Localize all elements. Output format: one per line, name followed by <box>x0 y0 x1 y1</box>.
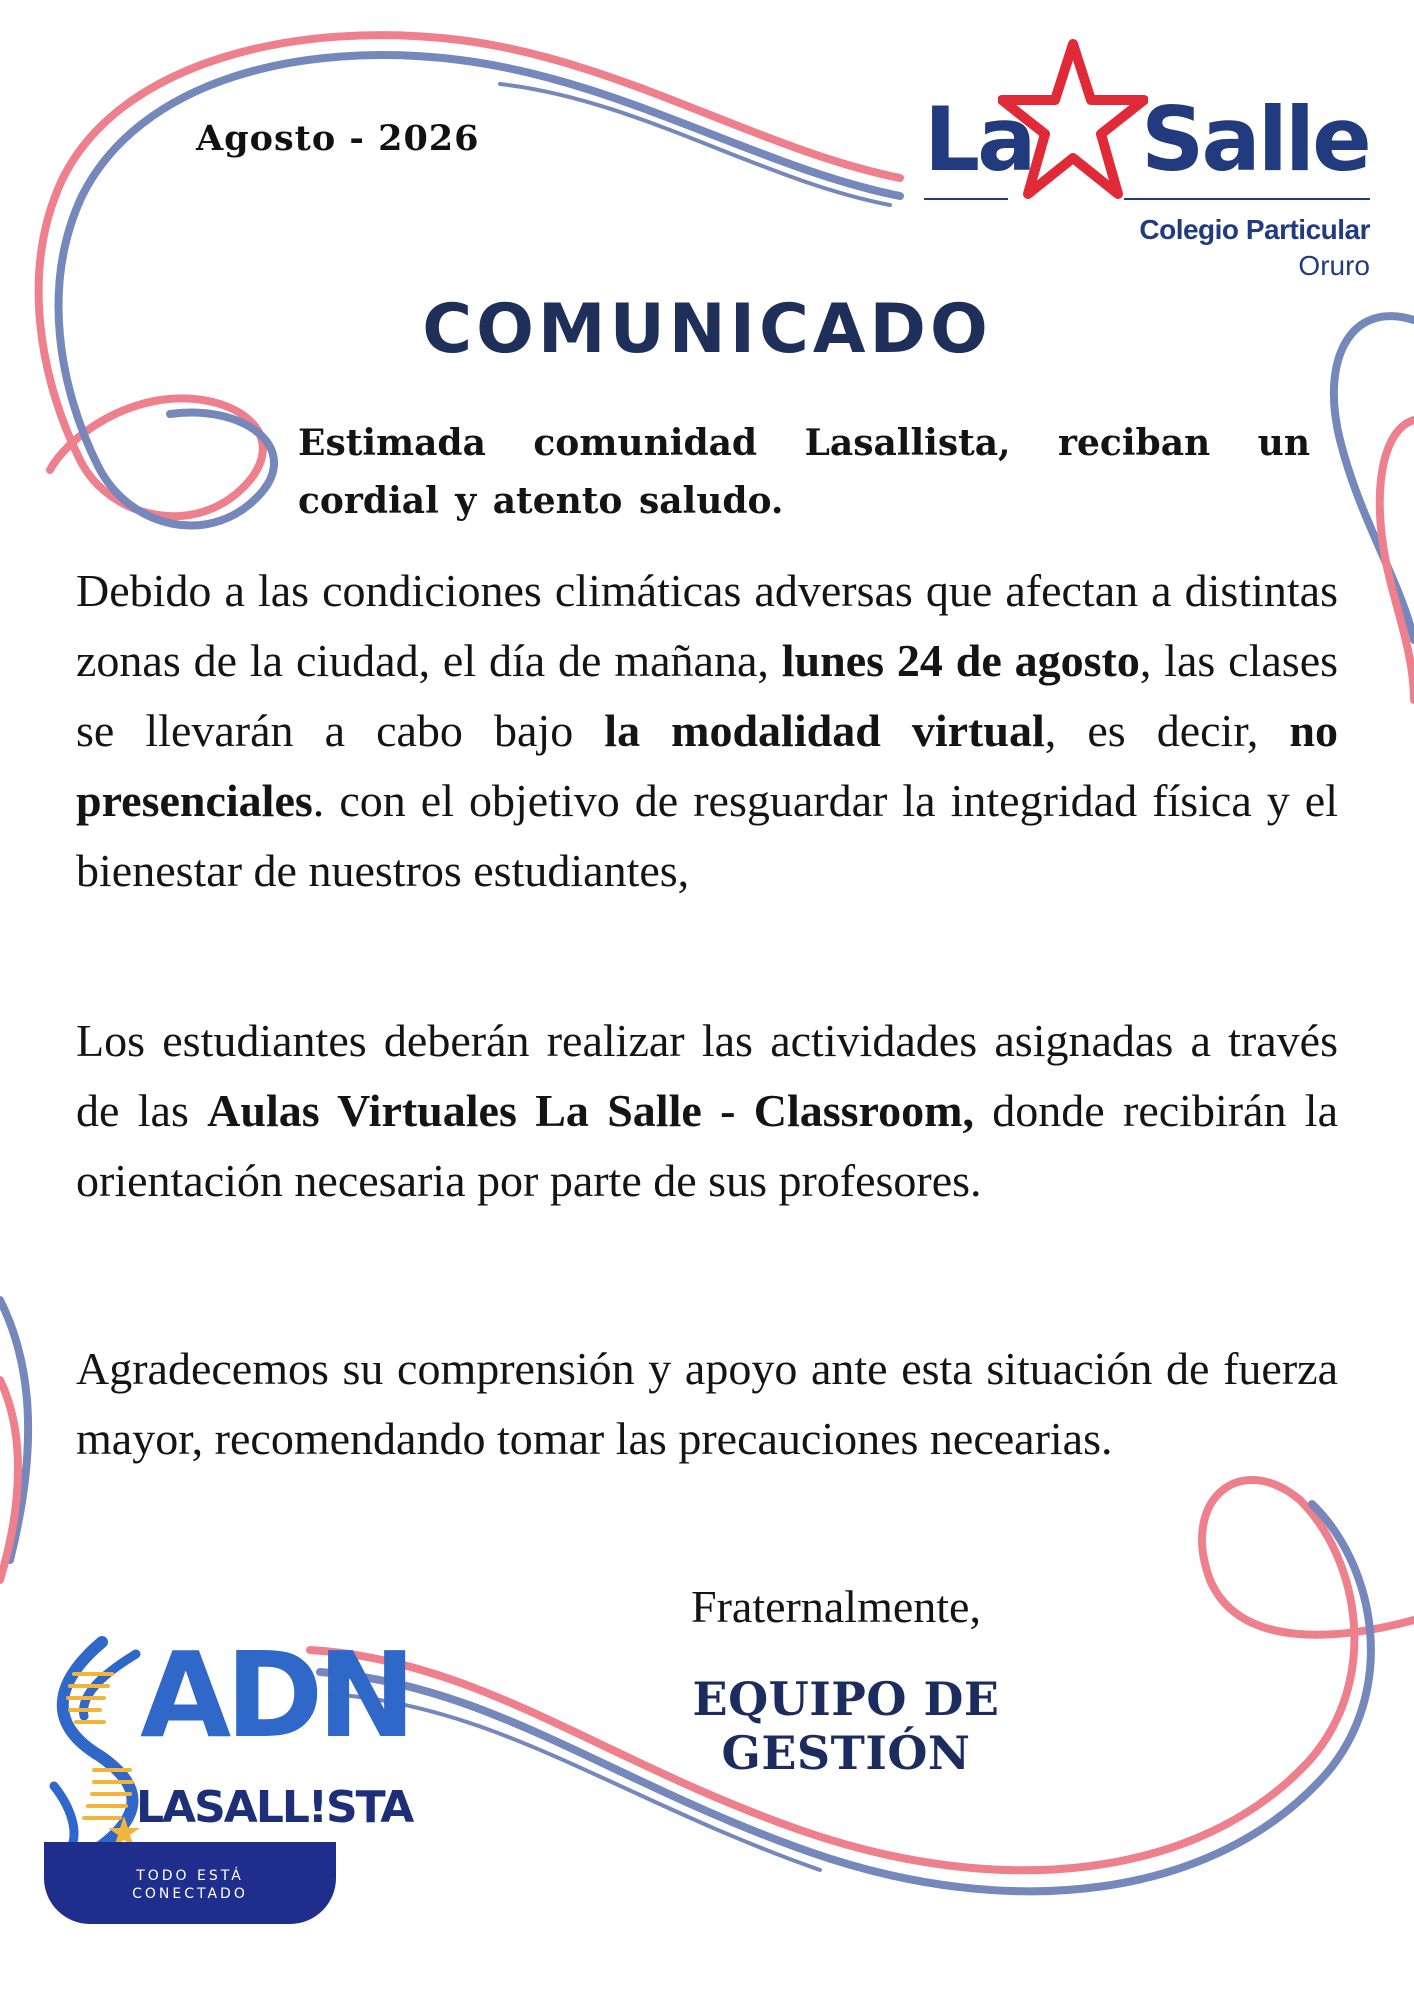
badge-title: ADN <box>140 1626 411 1764</box>
paragraph-1-not-in-person: no presenciales <box>76 705 1338 826</box>
logo-name-right: Salle <box>1141 88 1369 191</box>
paragraph-1-text-2: , las clases se llevarán a cabo bajo <box>76 635 1339 756</box>
greeting: Estimada comunidad Lasallista, reciban un cordial y atento saludo. <box>298 422 1310 522</box>
badge-tagline-1: TODO ESTÁ <box>136 1868 244 1884</box>
badge-subtitle: LASALL!STA <box>136 1782 413 1833</box>
dna-icon <box>40 1636 150 1856</box>
badge-tagline-2: CONECTADO <box>132 1886 248 1902</box>
signature: EQUIPO DE GESTIÓN <box>692 1672 1000 1780</box>
logo-subtitle: Colegio Particular <box>1139 214 1370 245</box>
paragraph-1 <box>76 556 1338 906</box>
logo-name-left: La <box>924 88 1034 191</box>
logo-divider-left <box>924 198 1008 200</box>
paragraph-2 <box>76 1006 1338 1216</box>
logo-city: Oruro <box>1298 250 1370 281</box>
paragraph-1-text-1: Debido a las condiciones climáticas adversas que afectan a distintas zonas de la ciudad, el día de mañana, <box>76 565 1338 686</box>
logo-divider-right <box>1124 198 1370 200</box>
document-date: Agosto - 2026 <box>196 118 480 159</box>
paragraph-1-date: lunes 24 de agosto <box>781 635 1140 686</box>
la-salle-logo <box>916 38 1376 288</box>
paragraph-2-platform: Aulas Virtuales La Salle - Classroom, <box>207 1085 974 1136</box>
paragraph-1-text-3: , es decir, <box>1044 705 1290 756</box>
paragraph-2-text-1: Los estudiantes deberán realizar las actividades asignadas a través de las <box>76 1015 1338 1136</box>
paragraph-1-modality: la modalidad virtual <box>604 705 1045 756</box>
paragraph-3: Agradecemos su comprensión y apoyo ante esta situación de fuerza mayor, recomendando tomar las precauciones necearias. <box>76 1343 1338 1464</box>
document-title: COMUNICADO <box>422 290 992 369</box>
paragraph-2-text-2: donde recibirán la orientación necesaria por parte de sus profesores. <box>76 1085 1338 1206</box>
closing: Fraternalmente, <box>691 1581 981 1632</box>
paragraph-1-text-4: . con el objetivo de resguardar la integridad física y el bienestar de nuestros estudiantes, <box>76 775 1338 896</box>
adn-lasallista-badge <box>40 1626 413 1936</box>
